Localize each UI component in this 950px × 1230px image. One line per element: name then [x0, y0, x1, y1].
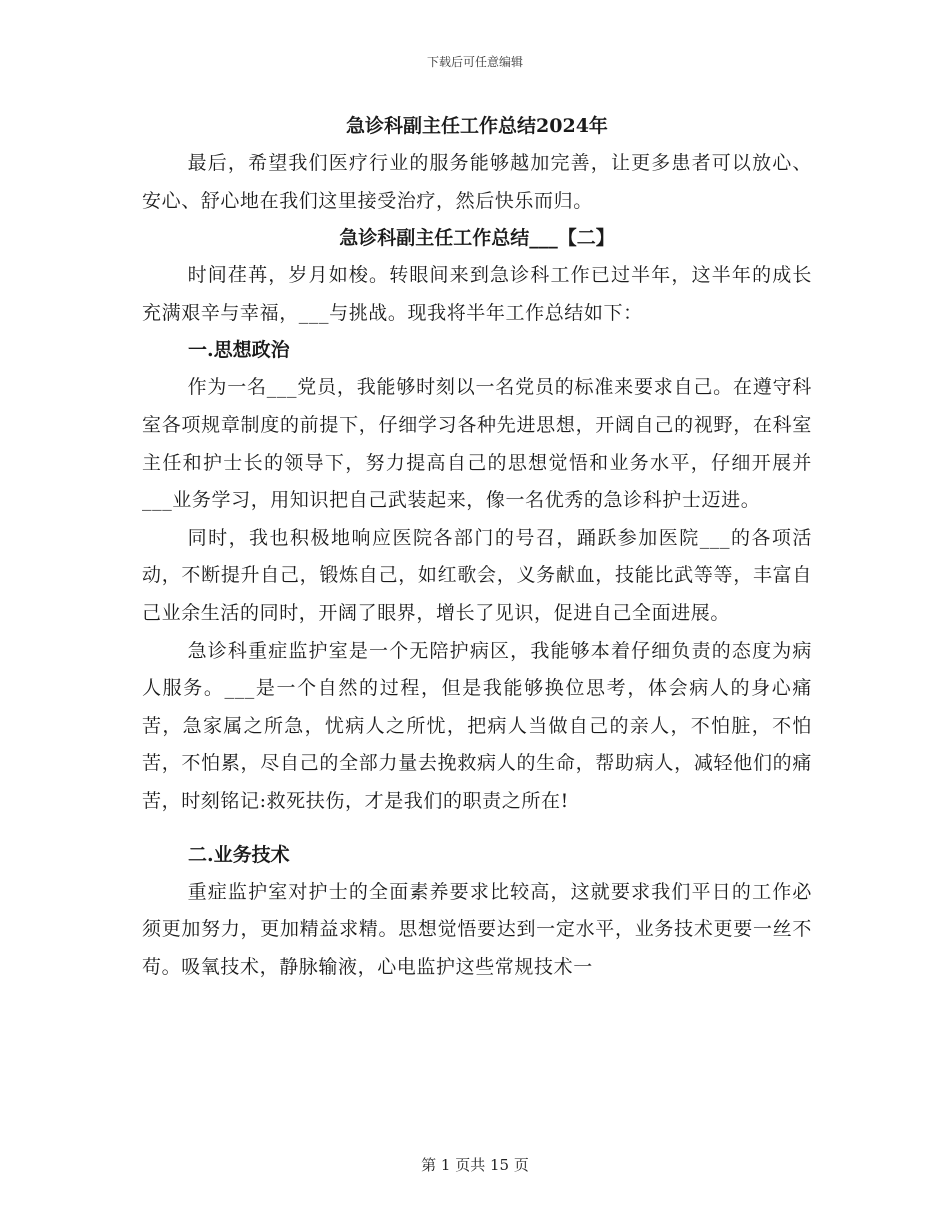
part-1-paragraph-3: 急诊科重症监护室是一个无陪护病区，我能够本着仔细负责的态度为病人服务。___是一个自然的过程，但是我能够换位思考，体会病人的身心痛苦，急家属之所急，忧病人之所忧，把病人当做自己的亲人，不怕脏，不怕苦，不怕累，尽自己的全部力量去挽救病人的生命，帮助病人，减轻他们的痛苦，时刻铭记:救死扶伤，才是我们的职责之所在! — [142, 639, 812, 812]
document-title: 急诊科副主任工作总结2024年 — [346, 115, 608, 137]
part-2-paragraph-1: 重症监护室对护士的全面素养要求比较高，这就要求我们平日的工作必须更加努力，更加精益求精。思想觉悟要达到一定水平，业务技术更要一丝不苟。吸氧技术，静脉输液，心电监护这些常规技术一 — [142, 880, 812, 978]
part-1-heading: 一.思想政治 — [188, 339, 290, 362]
part-2-heading: 二.业务技术 — [188, 843, 290, 866]
document-body — [142, 108, 812, 986]
part-1-paragraph-2: 同时，我也积极地响应医院各部门的号召，踊跃参加医院___的各项活动，不断提升自己，锻炼自己，如红歌会，义务献血，技能比武等等，丰富自己业余生活的同时，开阔了眼界，增长了见识，促进自己全面进展。 — [142, 526, 812, 624]
page-number-footer: 第 1 页共 15 页 — [421, 1156, 529, 1174]
page-header-note: 下载后可任意编辑 — [426, 55, 523, 69]
section-2-intro-paragraph: 时间荏苒，岁月如梭。转眼间来到急诊科工作已过半年，这半年的成长充满艰辛与幸福，___与挑战。现我将半年工作总结如下： — [142, 264, 812, 324]
section-2-title: 急诊科副主任工作总结___【二】 — [339, 227, 615, 250]
intro-paragraph: 最后，希望我们医疗行业的服务能够越加完善，让更多患者可以放心、安心、舒心地在我们这里接受治疗，然后快乐而归。 — [142, 152, 812, 212]
part-1-paragraph-1: 作为一名___党员，我能够时刻以一名党员的标准来要求自己。在遵守科室各项规章制度的前提下，仔细学习各种先进思想，开阔自己的视野，在科室主任和护士长的领导下，努力提高自己的思想觉悟和业务水平，仔细开展并___业务学习，用知识把自己武装起来，像一名优秀的急诊科护士迈进。 — [142, 376, 812, 512]
